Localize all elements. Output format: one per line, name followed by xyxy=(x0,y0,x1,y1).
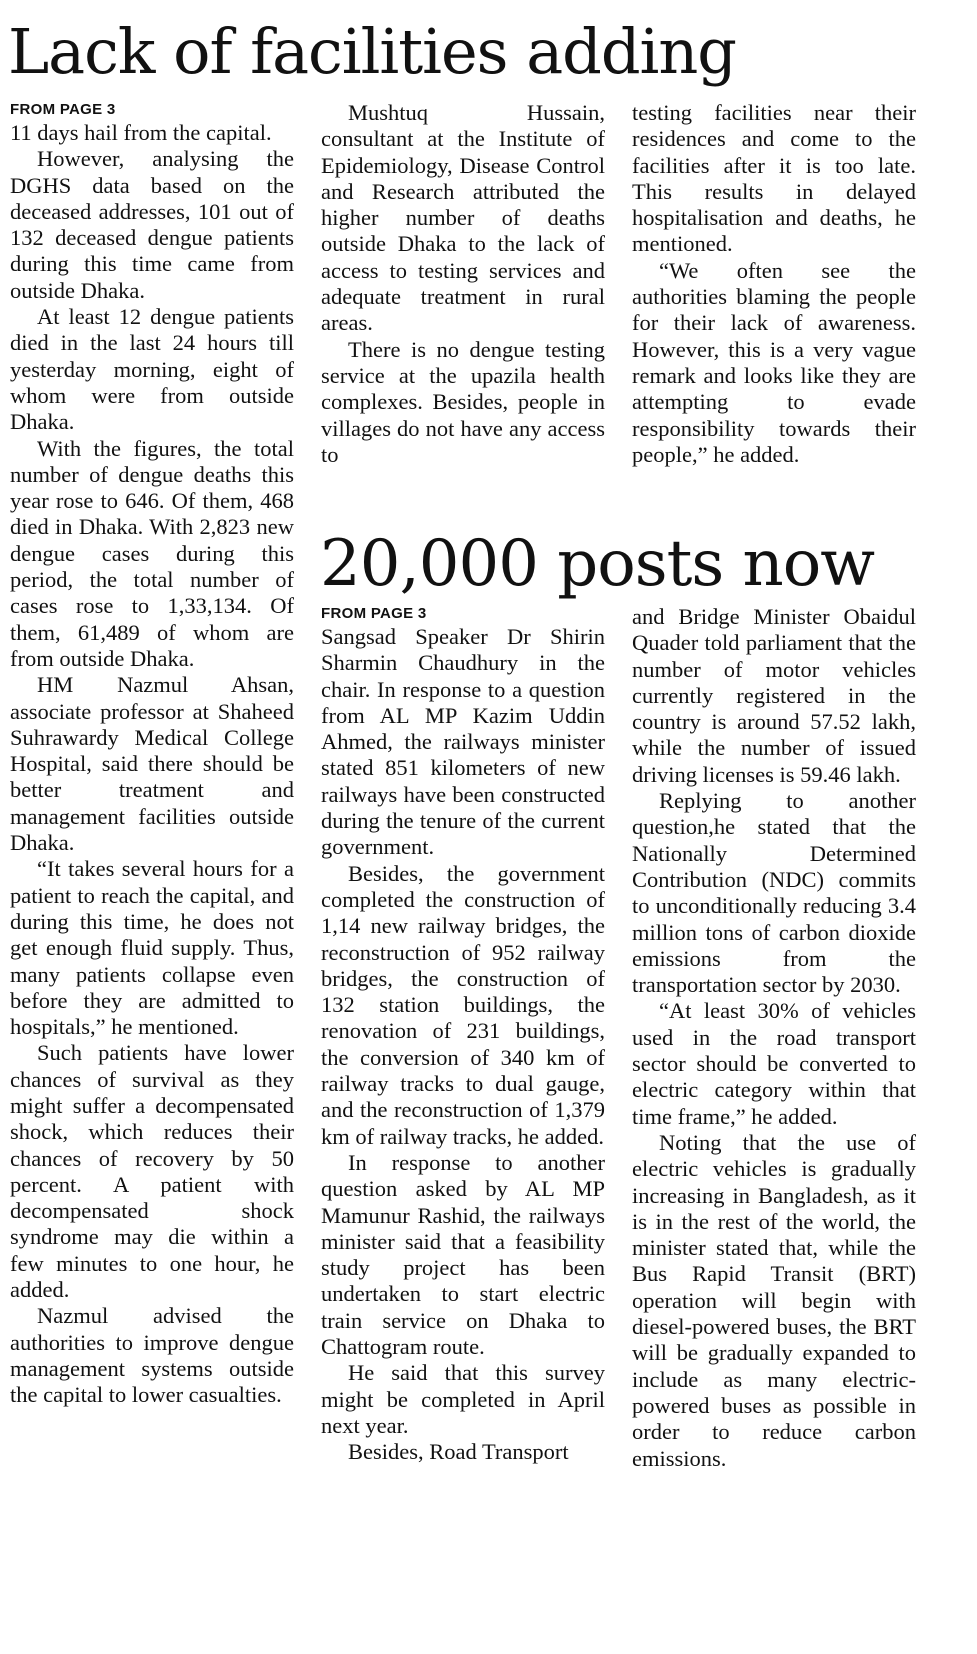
story2-paragraph: Sangsad Speaker Dr Shirin Sharmin Chaudhury in the chair. In response to a question from AL MP Kazim Uddin Ahmed, the railways minister stated 851 kilometers of new railways have been constructed during the tenure of the current government. xyxy=(321,624,605,860)
story2-kicker: FROM PAGE 3 xyxy=(321,605,427,622)
story2-headline: 20,000 posts now xyxy=(320,527,875,601)
story2-paragraph: Besides, Road Transport xyxy=(348,1439,569,1465)
story2-paragraph: He said that this survey might be completed in April next year. xyxy=(321,1360,605,1438)
story2-paragraph: and Bridge Minister Obaidul Quader told parliament that the number of motor vehicles currently registered in the country is around 57.52 lakh, while the number of issued driving licenses is 59.46 lakh. xyxy=(632,604,916,787)
story1-paragraph: Nazmul advised the authorities to improve dengue management systems outside the capital to lower casualties. xyxy=(10,1303,294,1408)
story2-paragraph: Besides, the government completed the construction of 1,14 new railway bridges, the reconstruction of 952 railway bridges, the construction of 132 station buildings, the renovation of 231 buildings, the conversion of 340 km of railway tracks to dual gauge, and the reconstruction of 1,379 km of railway tracks, he added. xyxy=(321,860,605,1149)
story1-paragraph: 11 days hail from the capital. xyxy=(10,120,272,145)
story1-paragraph: “We often see the authorities blaming the people for their lack of awareness. However, this is a very vague remark and looks like they are attempting to evade responsibility towards their people,” he added. xyxy=(632,257,916,467)
story1-kicker: FROM PAGE 3 xyxy=(10,101,116,118)
story1-paragraph: There is no dengue testing service at the upazila health complexes. Besides, people in villages do not have any access to xyxy=(321,336,605,467)
story2-paragraph: In response to another question asked by AL MP Mamunur Rashid, the railways minister said that a feasibility study project has been undertaken to start electric train service on Dhaka to Chattogram route. xyxy=(321,1149,605,1360)
story1-paragraph: Such patients have lower chances of survival as they might suffer a decompensated shock, which reduces their chances of recovery by 50 percent. A patient with decompensated shock syndrome may die within a few minutes to one hour, he added. xyxy=(10,1040,294,1303)
story1-headline: Lack of facilities adding xyxy=(8,15,736,88)
story1-column-3 xyxy=(632,100,916,498)
story1-paragraph: “It takes several hours for a patient to reach the capital, and during this time, he does not get enough fluid supply. Thus, many patients collapse even before they are admitted to hospitals,” he mentioned. xyxy=(10,856,294,1040)
story2-paragraph: Noting that the use of electric vehicles is gradually increasing in Bangladesh, as it is in the rest of the world, the minister stated that, while the Bus Rapid Transit (BRT) operation will begin with diesel-powered buses, the BRT will be gradually expanded to include as many electric-powered buses as possible in order to reduce carbon emissions. xyxy=(632,1129,916,1471)
story2-column-1 xyxy=(321,604,605,1649)
story2-paragraph: “At least 30% of vehicles used in the road transport sector should be converted to electric category within that time frame,” he added. xyxy=(632,998,916,1129)
story1-paragraph: With the figures, the total number of dengue deaths this year rose to 646. Of them, 468 died in Dhaka. With 2,823 new dengue cases during this period, the total number of cases rose to 1,33,134. Of them, 61,489 of whom are from outside Dhaka. xyxy=(10,435,294,671)
story1-column-1 xyxy=(10,100,294,1645)
story1-paragraph: HM Nazmul Ahsan, associate professor at Shaheed Suhrawardy Medical College Hospital, said there should be better treatment and management facilities outside Dhaka. xyxy=(10,672,294,856)
story1-paragraph: testing facilities near their residences and come to the facilities after it is too late. This results in delayed hospitalisation and deaths, he mentioned. xyxy=(632,100,916,257)
story1-paragraph: At least 12 dengue patients died in the last 24 hours till yesterday morning, eight of whom were from outside Dhaka. xyxy=(10,304,294,435)
story1-paragraph: However, analysing the DGHS data based on the deceased addresses, 101 out of 132 deceased dengue patients during this time came from outside Dhaka. xyxy=(10,146,294,303)
story2-paragraph: Replying to another question,he stated that the Nationally Determined Contribution (NDC) commits to unconditionally reducing 3.4 million tons of carbon dioxide emissions from the transportation sector by 2030. xyxy=(632,788,916,998)
story1-column-2 xyxy=(321,100,605,498)
story2-column-2 xyxy=(632,604,916,1649)
story1-paragraph: Mushtuq Hussain, consultant at the Institute of Epidemiology, Disease Control and Research attributed the higher number of deaths outside Dhaka to the lack of access to testing services and adequate treatment in rural areas. xyxy=(321,100,605,336)
